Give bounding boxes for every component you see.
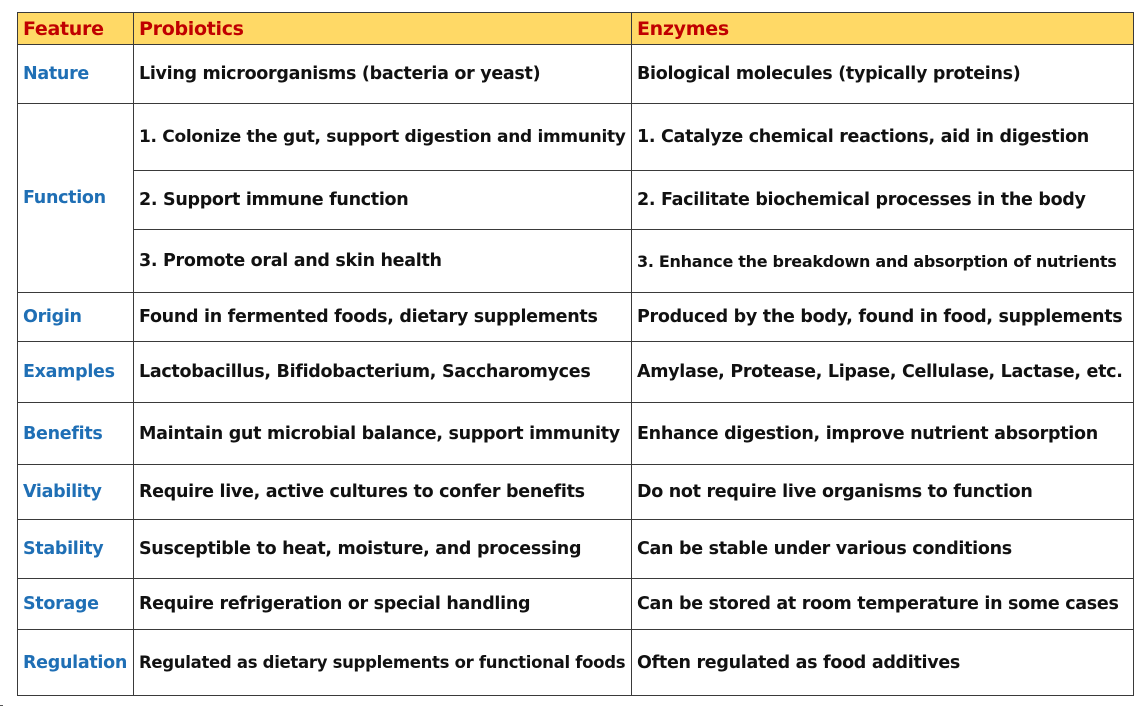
feature-regulation: Regulation (18, 630, 134, 696)
enzymes-storage: Can be stored at room temperature in some cases (632, 579, 1134, 630)
row-storage (18, 579, 1134, 630)
probiotics-function-1: 1. Colonize the gut, support digestion and immunity (134, 104, 632, 171)
header-feature: Feature (18, 13, 134, 45)
feature-benefits: Benefits (18, 403, 134, 465)
feature-origin: Origin (18, 293, 134, 342)
enzymes-regulation: Often regulated as food additives (632, 630, 1134, 696)
probiotics-origin: Found in fermented foods, dietary supplements (134, 293, 632, 342)
row-function-1 (18, 104, 1134, 171)
enzymes-function-3: 3. Enhance the breakdown and absorption of nutrients (632, 230, 1134, 293)
feature-examples: Examples (18, 342, 134, 403)
enzymes-viability: Do not require live organisms to function (632, 465, 1134, 520)
comparison-table (17, 12, 1134, 696)
enzymes-nature: Biological molecules (typically proteins) (632, 45, 1134, 104)
probiotics-nature: Living microorganisms (bacteria or yeast) (134, 45, 632, 104)
row-origin (18, 293, 1134, 342)
corner-mark (0, 705, 3, 706)
row-examples (18, 342, 1134, 403)
header-probiotics: Probiotics (134, 13, 632, 45)
probiotics-storage: Require refrigeration or special handling (134, 579, 632, 630)
probiotics-benefits: Maintain gut microbial balance, support immunity (134, 403, 632, 465)
probiotics-stability: Susceptible to heat, moisture, and processing (134, 520, 632, 579)
probiotics-viability: Require live, active cultures to confer benefits (134, 465, 632, 520)
row-function-2 (18, 171, 1134, 230)
feature-function: Function (18, 104, 134, 293)
feature-nature: Nature (18, 45, 134, 104)
enzymes-stability: Can be stable under various conditions (632, 520, 1134, 579)
feature-storage: Storage (18, 579, 134, 630)
enzymes-benefits: Enhance digestion, improve nutrient absorption (632, 403, 1134, 465)
probiotics-function-3: 3. Promote oral and skin health (134, 230, 632, 293)
row-function-3 (18, 230, 1134, 293)
probiotics-regulation: Regulated as dietary supplements or functional foods (134, 630, 632, 696)
probiotics-function-2: 2. Support immune function (134, 171, 632, 230)
enzymes-examples: Amylase, Protease, Lipase, Cellulase, Lactase, etc. (632, 342, 1134, 403)
row-benefits (18, 403, 1134, 465)
row-nature (18, 45, 1134, 104)
feature-viability: Viability (18, 465, 134, 520)
enzymes-function-1: 1. Catalyze chemical reactions, aid in digestion (632, 104, 1134, 171)
feature-stability: Stability (18, 520, 134, 579)
row-stability (18, 520, 1134, 579)
header-enzymes: Enzymes (632, 13, 1134, 45)
probiotics-examples: Lactobacillus, Bifidobacterium, Saccharomyces (134, 342, 632, 403)
row-viability (18, 465, 1134, 520)
header-row (18, 13, 1134, 45)
enzymes-function-2: 2. Facilitate biochemical processes in the body (632, 171, 1134, 230)
row-regulation (18, 630, 1134, 696)
enzymes-origin: Produced by the body, found in food, supplements (632, 293, 1134, 342)
